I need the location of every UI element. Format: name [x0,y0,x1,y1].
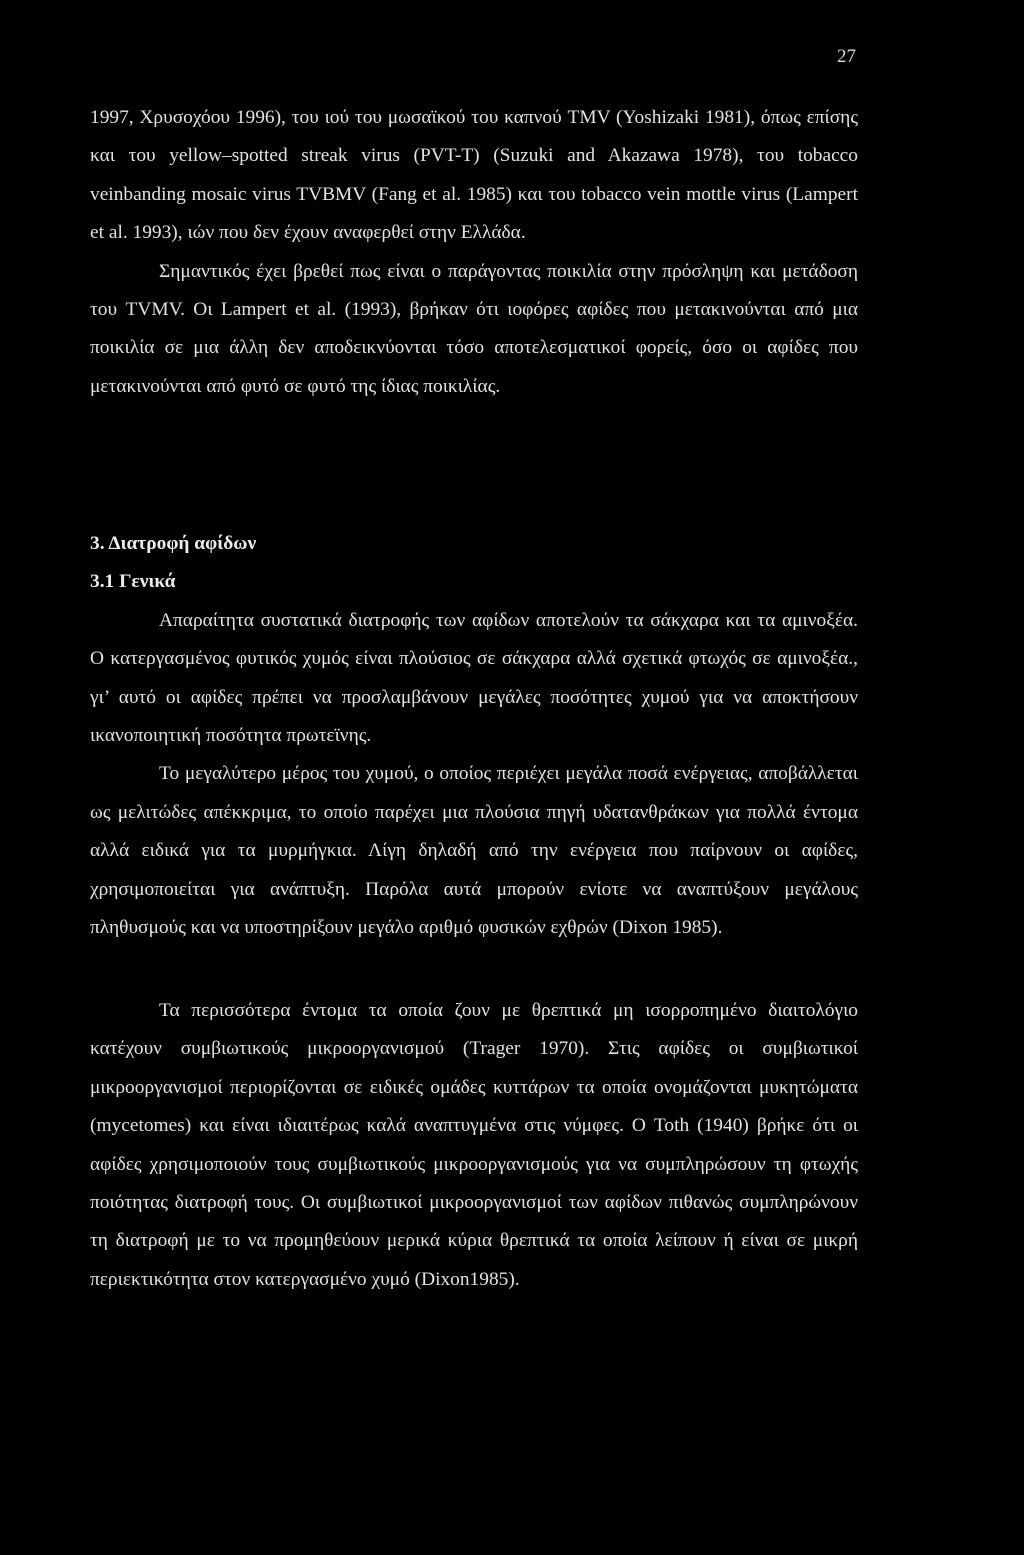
subsection-heading: 3.1 Γενικά [90,571,176,593]
paragraph-symbionts: Τα περισσότερα έντομα τα οποία ζουν με θρεπτικά μη ισορροπημένο διαιτολόγιο κατέχουν συμβιωτικούς μικροοργανισμού (Trager 1970). Στις αφίδες οι συμβιωτικοί μικροοργανισμοί περιορίζονται σε ειδικές ομάδες κυττάρων τα οποία ονομάζονται μυκητώματα (mycetomes) και είναι ιδιαιτέρως καλά αναπτυγμένα στις νύμφες. Ο Toth (1940) βρήκε ότι οι αφίδες χρησιμοποιούν τους συμβιωτικούς μικροοργανισμούς για να συμπληρώσουν τη φτωχής ποιότητας διατροφή τους. Οι συμβιωτικοί μικροοργανισμοί των αφίδων πιθανώς συμπληρώνουν τη διατροφή με το να προμηθεύουν μερικά κύρια θρεπτικά τα οποία λείπουν ή είναι σε μικρή περιεκτικότητα στον κατεργασμένο χυμό (Dixon1985). [90,1000,858,1290]
paragraph-virus-list: 1997, Χρυσοχόου 1996), του ιού του μωσαϊκού του καπνού TMV (Yoshizaki 1981), όπως επίσης και του yellow–spotted streak virus (PVT-T) (Suzuki and Akazawa 1978), του tobacco veinbanding mosaic virus TVBMV (Fang et al. 1985) και του tobacco vein mottle virus (Lampert et al. 1993), ιών που δεν έχουν αναφερθεί στην Ελλάδα. [90,107,858,244]
paragraph-honeydew: Το μεγαλύτερο μέρος του χυμού, ο οποίος περιέχει μεγάλα ποσά ενέργειας, αποβάλλεται ως μελιτώδες απέκκριμα, το οποίο παρέχει μια πλούσια πηγή υδατανθράκων για πολλά έντομα αλλά ειδικά για τα μυρμήγκια. Λίγη δηλαδή από την ενέργεια που παίρνουν οι αφίδες, χρησιμοποιείται για ανάπτυξη. Παρόλα αυτά μπορούν ενίοτε να αναπτύξουν μεγάλους πληθυσμούς και να υποστηρίξουν μεγάλο αριθμό φυσικών εχθρών (Dixon 1985). [90,763,858,939]
paragraph-nutrients: Απαραίτητα συστατικά διατροφής των αφίδων αποτελούν τα σάκχαρα και τα αμινοξέα. Ο κατεργασμένος φυτικός χυμός είναι πλούσιος σε σάκχαρα αλλά σχετικά φτωχός σε αμινοξέα., γι’ αυτό οι αφίδες πρέπει να προσλαμβάνουν μεγάλες ποσότητες χυμού για να αποκτήσουν ικανοποιητική ποσότητα πρωτεϊνης. [90,609,858,747]
paragraph-variety-factor: Σημαντικός έχει βρεθεί πως είναι ο παράγοντας ποικιλία στην πρόσληψη και μετάδοση του TVMV. Οι Lampert et al. (1993), βρήκαν ότι ιοφόρες αφίδες που μετακινούνται από μια ποικιλία σε μια άλλη δεν αποδεικνύονται τόσο αποτελεσματικοί φορείς, όσο οι αφίδες που μετακινούνται από φυτό σε φυτό της ίδιας ποικιλίας. [90,260,858,397]
symbionts-text-block [90,992,858,1299]
section-heading: 3. Διατροφή αφίδων [90,533,257,554]
section-heading-block [90,525,858,947]
page-number: 27 [837,46,856,67]
intro-text-block [90,99,858,406]
